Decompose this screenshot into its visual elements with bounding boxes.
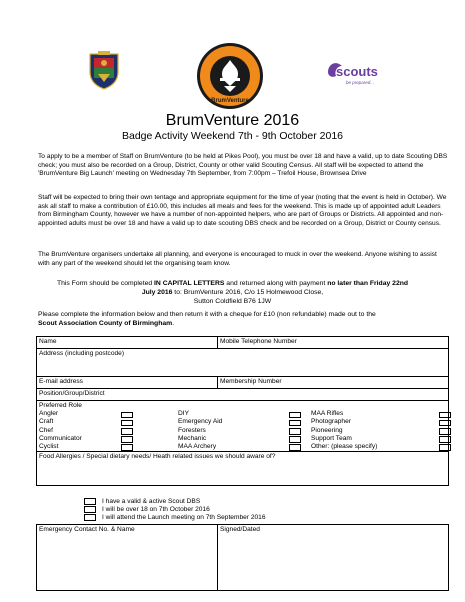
email-field[interactable] [37,377,218,389]
role-option [311,418,448,426]
role-checkbox[interactable] [439,436,451,443]
payee-name: Scout Association County of Birmingham [38,319,173,327]
declaration-label: I will be over 18 on 7th October 2016 [102,506,210,514]
role-option [178,435,312,443]
address-label: Address (including postcode) [39,350,125,357]
role-checkbox[interactable] [121,412,133,419]
address-field[interactable] [37,349,449,377]
return-address: to: BrumVenture 2016, C/o 15 Holmewood Close, [172,289,324,296]
instructions [38,311,450,328]
role-option [39,418,169,426]
role-label: Chef [39,426,53,434]
role-option [178,427,312,435]
intro-paragraph-1: To apply to be a member of Staff on BrumVenture (to be held at Pikes Pool), you must be over 18 and have a valid, up to date Scouting DBS check; you must also be recorded on a Group, District, County or other valid Scouting Census. All staff will be expected to attend the 'BrumVenture Big Launch' meeting on Wednesday 7th September, from 7:00pm – Trefoil House, Brownsea Drive [38,153,448,178]
application-form [36,336,449,486]
brumventure-badge-icon [196,42,264,110]
preferred-role-label: Preferred Role [39,402,82,409]
role-checkbox[interactable] [289,420,301,427]
role-checkbox[interactable] [289,436,301,443]
role-label: Pioneering [311,426,343,434]
signed-dated-field[interactable] [218,525,449,591]
intro-paragraph-3: The BrumVenture organisers undertake all planning, and everyone is encouraged to muck in over the weekend. Anyone wishing to assist with any part of the weekend should let the organising team know. [38,251,437,267]
scouts-logo-sub: be prepared... [346,80,375,85]
role-checkbox[interactable] [121,428,133,435]
role-checkbox[interactable] [289,412,301,419]
role-checkbox[interactable] [121,436,133,443]
deadline-text: July 2016 [141,289,173,296]
role-checkbox[interactable] [121,420,133,427]
return-address: Sutton Coldfield B76 1JW [193,298,272,305]
return-text: and returned along with payment [224,280,328,287]
role-label: Other: (please specify) [311,442,378,450]
instructions-end: . [172,319,175,327]
email-label: E-mail address [39,378,83,385]
food-allergies-label: Food Allergies / Special dietary needs/ Heath related issues we should aware of? [39,453,276,461]
role-checkbox[interactable] [289,428,301,435]
role-option [39,443,169,451]
role-label: Photographer [311,418,351,426]
name-field[interactable] [37,337,218,349]
role-checkbox[interactable] [289,444,301,451]
role-option [178,410,312,418]
declaration-label: I will attend the Launch meeting on 7th September 2016 [102,514,266,522]
caps-emphasis: IN CAPITAL LETTERS [154,280,225,287]
county-crest-icon [88,50,120,90]
food-allergies-field[interactable] [37,452,449,486]
declaration-checkbox[interactable] [84,514,96,521]
preferred-role-section [37,401,449,452]
position-label: Position/Group/District [39,390,105,397]
scouts-logo-text: scouts [336,64,378,79]
return-line-1 [0,279,465,288]
role-checkbox[interactable] [439,412,451,419]
role-option [311,435,448,443]
role-label: Emergency Aid [178,418,223,426]
declaration-item [84,514,266,522]
role-option [311,427,448,435]
role-checkbox[interactable] [439,420,451,427]
role-label: Communicator [39,434,82,442]
role-checkbox[interactable] [439,444,451,451]
declaration-checkbox[interactable] [84,498,96,505]
role-label: DIY [178,410,189,418]
role-option [178,443,312,451]
return-line-2 [0,288,465,297]
membership-field[interactable] [218,377,449,389]
return-text: This Form should be completed [56,280,155,287]
declaration-checkbox[interactable] [84,506,96,513]
instructions-line-1: Please complete the information below and then return it with a cheque for £10 (non refundable) made out to the [38,311,376,318]
page-subtitle: Badge Activity Weekend 7th - 9th October 2016 [121,130,344,142]
badge-text: BrumVenture [211,98,249,104]
declarations [84,498,266,523]
role-label: Craft [39,418,54,426]
role-option [39,410,169,418]
role-option [39,435,169,443]
deadline-text: no later than Friday 22nd [327,280,409,287]
role-checkbox[interactable] [121,444,133,451]
role-label: MAA Rifles [311,410,344,418]
emergency-contact-label: Emergency Contact No. & Name [39,526,135,533]
intro-paragraph-2: Staff will be expected to bring their own tentage and appropriate equipment for the time of year (noting that the event is held in October). We ask all staff to make a contribution of £10.00, this includes all meals and fees for the weekend. This is made up of appointed adult Leaders from Birmingham County, however we have a number of non-appointed helpers, who are part of Groups or Districts. All appointed and non-appointed adults must be over 18 and have a valid up to date scouting DBS check and be recorded on a Group, District or County census. [38,194,447,227]
mobile-field[interactable] [218,337,449,349]
role-checkbox[interactable] [439,428,451,435]
role-option [178,418,312,426]
role-label: Mechanic [178,434,207,442]
role-label: Foresters [178,426,206,434]
return-line-3 [0,297,465,306]
declaration-item [84,498,266,506]
role-label: MAA Archery [178,442,217,450]
role-option [311,443,448,451]
page-title: BrumVenture 2016 [165,112,300,129]
role-option [311,410,448,418]
role-option [39,427,169,435]
position-field[interactable] [37,389,449,401]
membership-label: Membership Number [220,378,282,385]
signed-dated-label: Signed/Dated [220,526,260,533]
role-label: Cyclist [39,442,59,450]
name-label: Name [39,338,57,345]
declaration-item [84,506,266,514]
mobile-label: Mobile Telephone Number [220,338,297,345]
role-label: Angler [39,410,59,418]
declaration-label: I have a valid & active Scout DBS [102,498,201,505]
emergency-contact-field[interactable] [37,525,218,591]
scouts-logo [322,58,386,88]
signature-table [36,524,449,591]
role-label: Support Team [311,434,352,442]
